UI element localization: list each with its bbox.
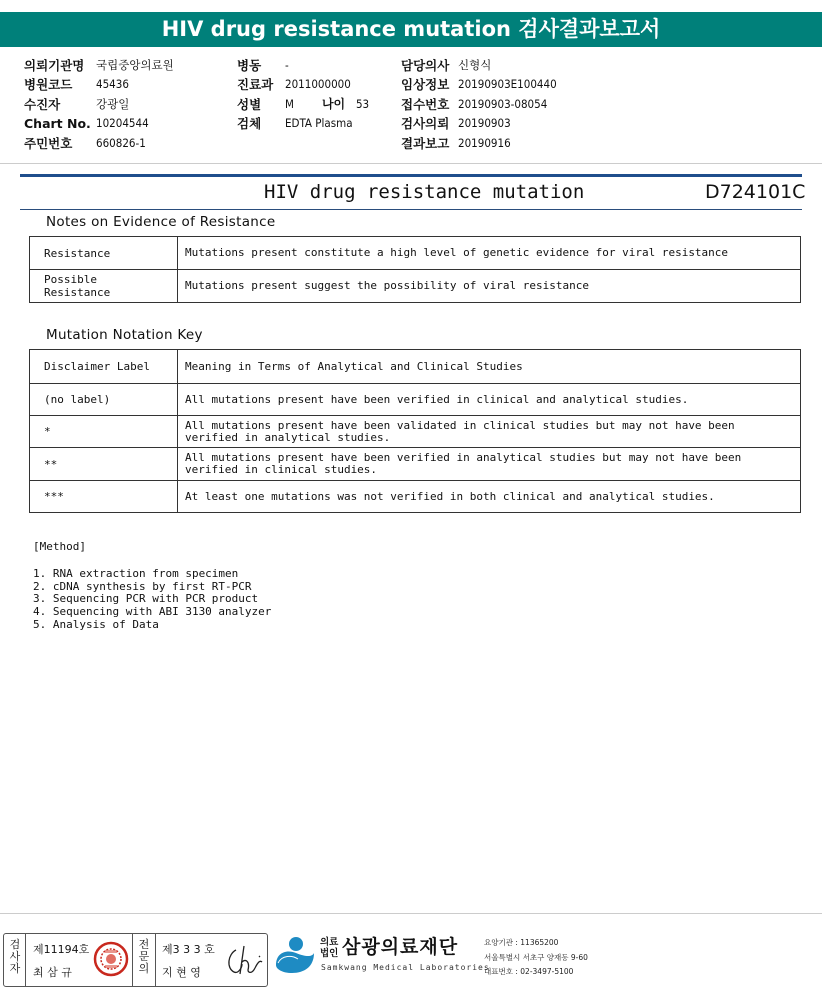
examiner-role: 검 사 자 [9,938,21,975]
info-value: EDTA Plasma [285,116,353,131]
notation-meaning: All mutations present have been verified in clinical and analytical studies. [178,384,801,416]
info-value: - [285,57,289,72]
table-row [30,416,801,448]
table-row [30,448,801,481]
info-label: 주민번호 [24,135,73,151]
info-value: 53 [355,96,370,111]
title-underline [20,209,802,210]
notation-header-meaning: Meaning in Terms of Analytical and Clinical Studies [178,350,801,384]
info-value: 10204544 [96,116,149,131]
info-label: 임상정보 [401,77,450,93]
method-section [33,541,271,632]
notation-label: ** [30,448,178,481]
corp-type [320,937,338,959]
info-row [237,55,369,75]
title-rule [20,174,802,177]
method-step: 3. Sequencing PCR with PCR product [33,592,259,606]
info-row [24,55,174,75]
info-row [237,75,369,95]
info-row [237,114,369,134]
evidence-meaning: Mutations present suggest the possibility of viral resistance [178,270,801,303]
info-row [401,75,557,95]
info-row [237,94,369,114]
report-title: HIV drug resistance mutation 검사결과보고서 [0,12,822,47]
divider [0,913,822,914]
info-row [401,94,557,114]
notation-meaning: All mutations present have been verified in analytical studies but may not have been verified in clinical studies. [178,448,801,481]
notation-table [29,349,801,513]
specialist-role: 전 문 의 [138,938,150,975]
corp-phone: 대표번호 : 02-3497-5100 [484,967,574,976]
evidence-heading: Notes on Evidence of Resistance [46,214,276,230]
info-label: 나이 [321,97,346,112]
notation-heading: Mutation Notation Key [46,327,203,343]
table-row [30,237,801,270]
specialist-name: 지 현 영 [162,966,201,979]
info-label: 검사의뢰 [401,116,450,132]
info-row [24,94,174,114]
document-code: D724101C [705,181,806,203]
info-column-2 [237,55,369,133]
notation-label: *** [30,481,178,513]
sml-logo-icon [272,935,316,975]
info-value: 강광일 [96,96,130,111]
info-row [24,75,174,95]
signature-icon [222,940,266,980]
info-value: 20190916 [458,135,511,150]
info-value: M [285,96,294,111]
info-column-3 [401,55,557,153]
info-value: 20190903E100440 [458,77,557,92]
notation-header-label: Disclaimer Label [30,350,178,384]
method-step: 2. cDNA synthesis by first RT-PCR [33,579,252,593]
document-title: HIV drug resistance mutation [264,181,585,203]
corp-type-line: 의료 [320,937,339,948]
table-row [30,350,801,384]
info-value: 2011000000 [285,77,351,92]
info-value: 국립중앙의료원 [96,57,174,72]
info-label: Chart No. [24,115,91,131]
info-label: 검체 [237,116,262,132]
info-label: 담당의사 [401,57,450,73]
seal-icon [93,941,129,977]
info-label: 의뢰기관명 [24,57,85,73]
info-row [401,114,557,134]
examiner-license: 제11194호 [33,943,90,956]
specialist-license: 제3 3 3 호 [162,943,215,956]
notation-meaning: All mutations present have been validated in clinical studies but may not have been verified in analytical studies. [178,416,801,448]
table-row [30,384,801,416]
evidence-meaning: Mutations present constitute a high level of genetic evidence for viral resistance [178,237,801,270]
table-row [30,481,801,513]
info-label: 수진자 [24,96,61,112]
notation-label: (no label) [30,384,178,416]
method-heading: [Method] [33,540,86,553]
corp-type-line: 법인 [320,948,339,959]
info-label: 진료과 [237,77,274,93]
divider [0,163,822,164]
evidence-term: Resistance [30,237,178,270]
info-value: 20190903 [458,116,511,131]
info-row [24,133,174,153]
corp-address: 서울특별시 서초구 양재동 9-60 [484,953,588,962]
info-label: 병원코드 [24,77,73,93]
corp-name: 삼광의료재단 [342,936,459,958]
evidence-term: Possible Resistance [30,270,178,303]
info-column-1 [24,55,174,153]
examiner-name: 최 삼 규 [33,966,72,979]
info-value: 20190903-08054 [458,96,548,111]
info-value: 45436 [96,77,129,92]
evidence-table [29,236,801,303]
info-row [401,55,557,75]
info-row [401,133,557,153]
info-value: 신형식 [458,57,492,72]
care-code: 요양기관 : 11365200 [484,938,559,947]
notation-meaning: At least one mutations was not verified in both clinical and analytical studies. [178,481,801,513]
method-step: 5. Analysis of Data [33,617,159,631]
corp-name-english: Samkwang Medical Laboratories [321,963,490,972]
method-step: 4. Sequencing with ABI 3130 analyzer [33,605,272,619]
info-row [24,114,174,134]
notation-label: * [30,416,178,448]
info-label: 성별 [237,96,262,112]
method-step: 1. RNA extraction from specimen [33,566,239,580]
info-value: 660826-1 [96,135,146,150]
info-label: 결과보고 [401,135,450,151]
table-row [30,270,801,303]
info-label: 접수번호 [401,96,450,112]
info-label: 병동 [237,57,262,73]
